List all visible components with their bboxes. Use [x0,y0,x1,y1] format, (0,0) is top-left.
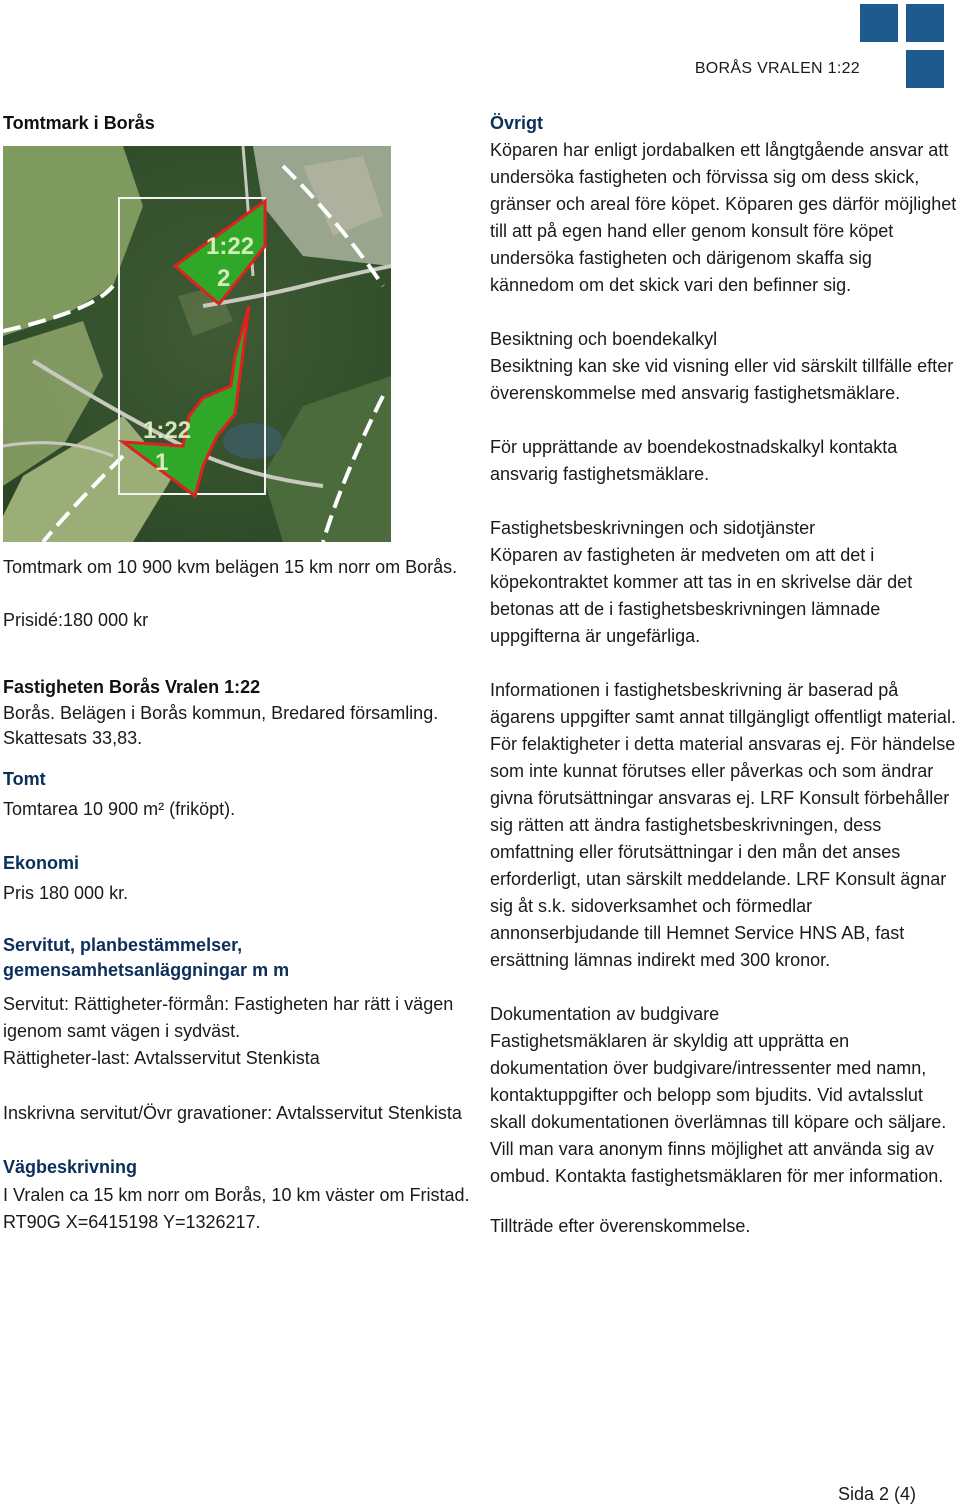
servitude-text-1: Servitut: Rättigheter-förmån: Fastigheten har rätt i vägen igenom samt vägen i sydväst. [3,994,454,1041]
document-reference: BORÅS VRALEN 1:22 [694,60,860,77]
other-text: Köparen har enligt jordabalken ett långtgående ansvar att undersöka fastigheten och förvissa sig om dess skick, gränser och areal före köpet. Köparen ges därför möjlighet till att på egen hand eller genom konsult före köpet undersöka fastigheten och därigenom skaffa sig kännedom om det skick vari den befinner sig. [490,140,957,295]
servitude-text-2: Rättigheter-last: Avtalsservitut Stenkista [3,1048,320,1068]
logo-square [860,4,898,42]
price-idea: Prisidé:180 000 kr [3,610,149,630]
inspection-heading: Besiktning och boendekalkyl [490,329,718,349]
map-title: Tomtmark i Borås [3,113,155,133]
map-label-bottom-line2: 1 [155,449,169,476]
map-label-top-line2: 2 [217,265,231,292]
access-text: Tillträde efter överenskommelse. [490,1216,751,1236]
logo-square [906,4,944,42]
aerial-map [3,146,391,542]
bids-heading: Dokumentation av budgivare [490,1004,720,1024]
bids-text: Fastighetsmäklaren är skyldig att upprätta en dokumentation över budgivare/intressenter med namn, kontaktuppgifter och belopp som bjudits. Vid avtalsslut skall dokumentationen överlämnas till köpare och säljare. Vill man vara anonym finns möjlighet att använda sig av ombud. Kontakta fastighetsmäklaren för mer information. [490,1031,947,1186]
economy-heading: Ekonomi [3,853,80,873]
left-column [3,110,473,1236]
other-heading: Övrigt [490,113,544,133]
calc-text: För upprättande av boendekostnadskalkyl kontakta ansvarig fastighetsmäklare. [490,437,898,484]
coordinates: RT90G X=6415198 Y=1326217. [3,1212,261,1232]
plot-heading: Tomt [3,769,46,789]
directions-heading: Vägbeskrivning [3,1157,138,1177]
servitude-text-3: Inskrivna servitut/Övr gravationer: Avtalsservitut Stenkista [3,1103,462,1123]
description-heading: Fastighetsbeskrivningen och sidotjänster [490,518,816,538]
right-column [490,110,960,1240]
logo-square [906,50,944,88]
directions-text: I Vralen ca 15 km norr om Borås, 10 km väster om Fristad. [3,1185,470,1205]
information-text: Informationen i fastighetsbeskrivning är baserad på ägarens uppgifter samt annat tillgängligt offentligt material. För felaktigheter i detta material ansvaras ej. För händelse som inte kunnat förutses eller påverkas och som ändrar givna förutsättningar ansvaras ej. LRF Konsult förbehåller sig rätten att ändra fastighetsbeskrivningen, dess omfattning eller förutsättningar i den mån det anses erforderligt, utan särskilt meddelande. LRF Konsult ägnar sig åt s.k. sidoverksamhet och förmedlar annonserbjudande till Hemnet Service HNS AB, fast ersättning lämnas indirekt med 300 kronor. [490,680,956,970]
page-number: Sida 2 (4) [838,1484,917,1504]
aerial-map-image [3,146,391,542]
plot-area: Tomtarea 10 900 m² (friköpt). [3,799,236,819]
company-logo [860,4,946,90]
inspection-text: Besiktning kan ske vid visning eller vid särskilt tillfälle efter överenskommelse med ansvarig fastighetsmäklare. [490,356,954,403]
description-text: Köparen av fastigheten är medveten om att det i köpekontraktet kommer att tas in en skrivelse där det betonas att de i fastighetsbeskrivningen lämnade uppgifterna är ungefärliga. [490,545,913,646]
map-label-top-line1: 1:22 [206,233,255,260]
property-heading: Fastigheten Borås Vralen 1:22 [3,677,261,697]
economy-price: Pris 180 000 kr. [3,883,129,903]
property-location: Borås. Belägen i Borås kommun, Bredared församling. [3,703,439,723]
servitude-heading: Servitut, planbestämmelser, gemensamhetsanläggningar m m [3,935,290,980]
summary-text: Tomtmark om 10 900 kvm belägen 15 km norr om Borås. [3,557,458,577]
tax-rate: Skattesats 33,83. [3,728,143,748]
map-label-bottom-line1: 1:22 [143,417,192,444]
